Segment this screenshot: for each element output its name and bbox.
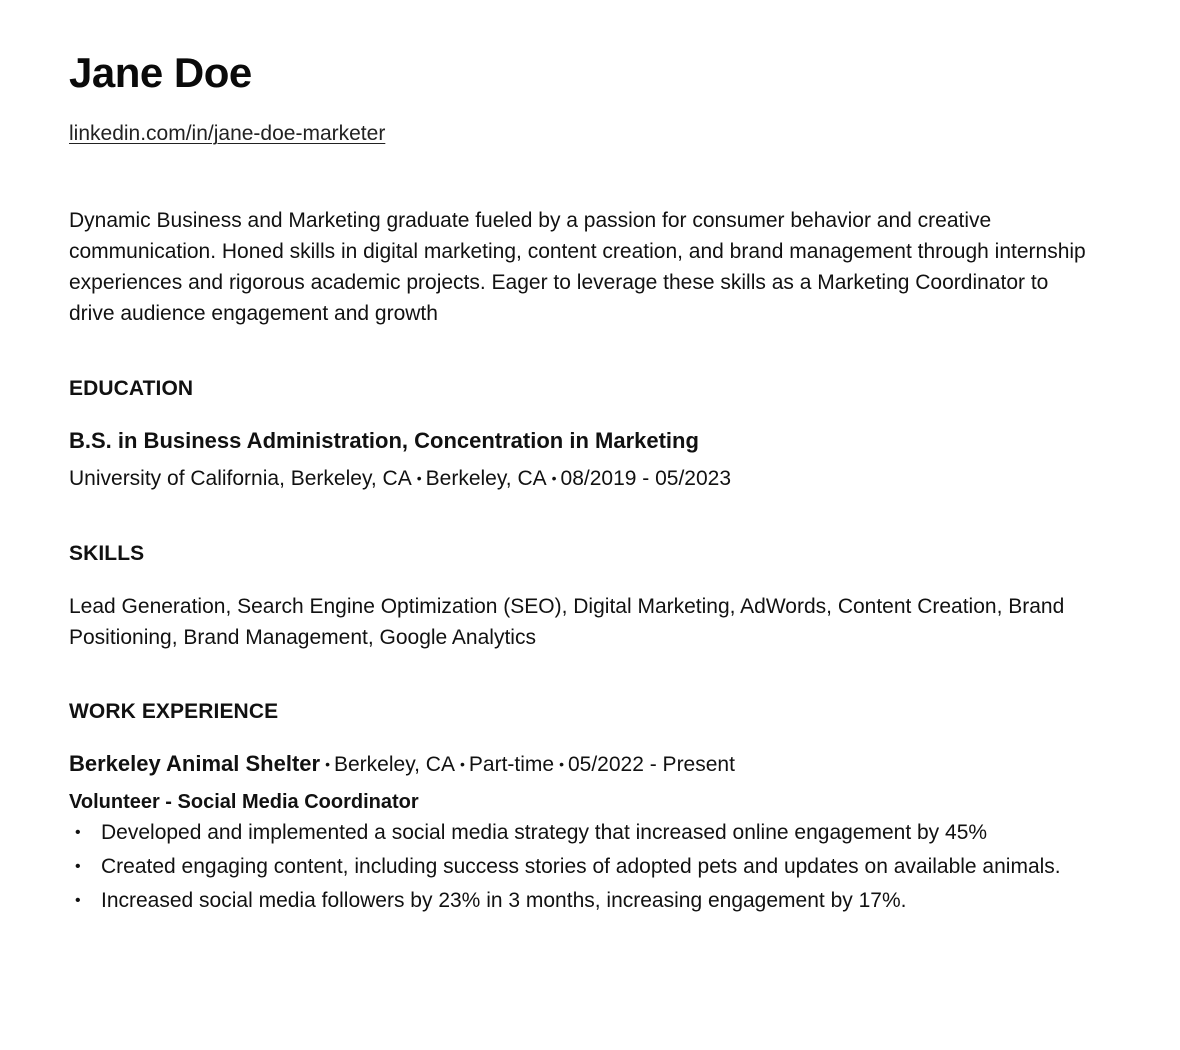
- list-item: [69, 855, 1119, 879]
- separator-dot: •: [551, 470, 557, 486]
- separator-dot: •: [459, 756, 465, 772]
- education-heading: EDUCATION: [69, 377, 194, 400]
- candidate-name: Jane Doe: [69, 49, 252, 96]
- list-item: [69, 821, 1119, 845]
- linkedin-link[interactable]: linkedin.com/in/jane-doe-marketer: [69, 122, 386, 145]
- education-dates: 08/2019 - 05/2023: [560, 467, 732, 490]
- separator-dot: •: [325, 756, 330, 772]
- skills-heading: SKILLS: [69, 542, 145, 565]
- education-meta: [69, 465, 731, 492]
- bullet-icon: •: [75, 892, 81, 909]
- separator-dot: •: [416, 470, 422, 486]
- separator-dot: •: [559, 756, 564, 772]
- job-company: Berkeley Animal Shelter: [69, 751, 321, 776]
- achievement-text: Developed and implemented a social media strategy that increased online engagement by 45%: [101, 821, 988, 844]
- bullet-icon: •: [75, 824, 81, 841]
- job-dates: 05/2022 - Present: [567, 753, 735, 776]
- education-school: University of California, Berkeley, CA: [69, 467, 412, 490]
- skills-list: Lead Generation, Search Engine Optimization (SEO), Digital Marketing, AdWords, Content Creation, Brand Positioning, Brand Management, Google Analytics: [69, 595, 1065, 649]
- job-achievements-list: [69, 821, 1119, 923]
- achievement-text: Created engaging content, including success stories of adopted pets and updates on available animals.: [101, 855, 1061, 878]
- professional-summary: Dynamic Business and Marketing graduate fueled by a passion for consumer behavior and creative communication. Honed skills in digital marketing, content creation, and brand management through internship experiences and rigorous academic projects. Eager to leverage these skills as a Marketing Coordinator to drive audience engagement and growth: [69, 209, 1086, 325]
- education-degree: B.S. in Business Administration, Concentration in Marketing: [69, 428, 699, 453]
- job-header: [69, 750, 735, 779]
- job-location: Berkeley, CA: [333, 753, 455, 776]
- list-item: [69, 889, 1119, 913]
- education-location: Berkeley, CA: [425, 467, 547, 490]
- job-type: Part-time: [468, 753, 555, 776]
- job-role: Volunteer - Social Media Coordinator: [69, 791, 419, 813]
- work-experience-heading: WORK EXPERIENCE: [69, 700, 279, 723]
- achievement-text: Increased social media followers by 23% in 3 months, increasing engagement by 17%.: [101, 889, 907, 912]
- bullet-icon: •: [75, 858, 81, 875]
